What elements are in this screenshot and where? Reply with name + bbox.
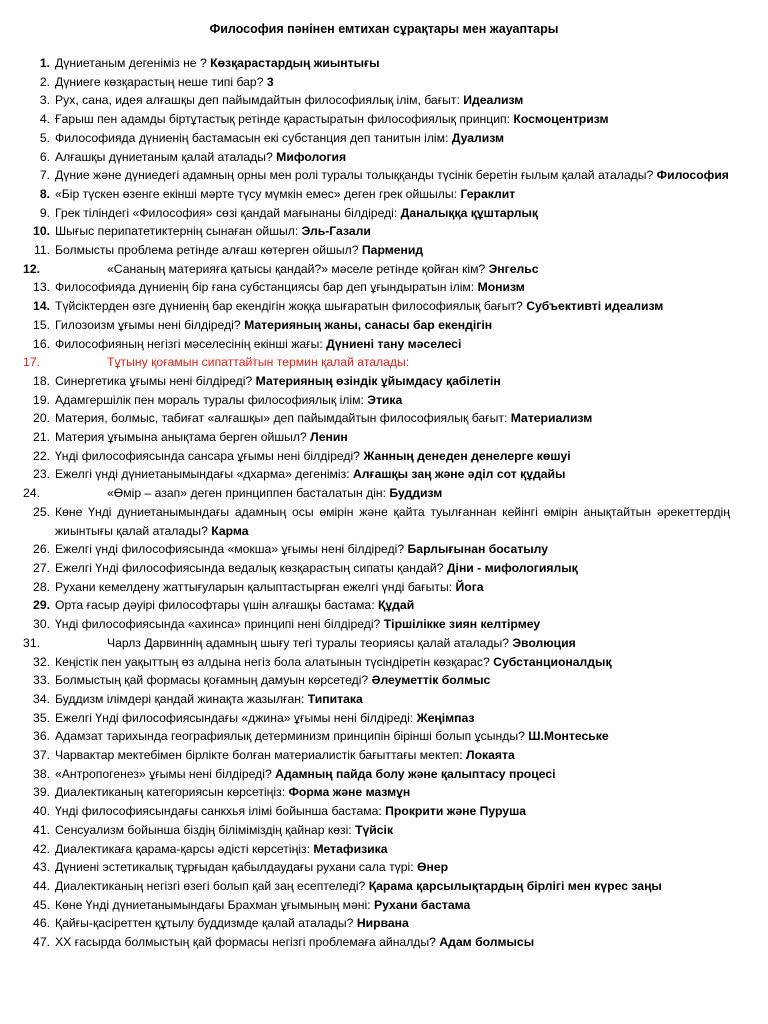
answer-text: Космоцентризм: [513, 112, 609, 127]
list-item: [0, 54, 768, 73]
question-text: Алғашқы дүниетаным қалай аталады?: [55, 149, 277, 164]
answer-text: Этика: [367, 392, 403, 407]
item-number: 43.: [33, 860, 50, 875]
item-text: [107, 260, 730, 279]
list-item: [0, 877, 768, 896]
list-item: [0, 559, 768, 578]
item-text: [55, 110, 730, 129]
list-item: [0, 204, 768, 223]
answer-text: Субстанционалдық: [493, 654, 612, 669]
question-text: «Бір түскен өзенге екінші мәрте түсу мүмкін емес» деген грек ойшылы:: [55, 186, 461, 201]
item-text: [55, 746, 730, 765]
question-text: XX ғасырда болмыстың қай формасы негізгі проблемаға айналды?: [55, 935, 440, 950]
answer-text: Гераклит: [460, 186, 516, 201]
answer-text: Материяның жаны, санасы бар екендігін: [244, 317, 493, 332]
list-item: [0, 185, 768, 204]
item-text: [55, 540, 730, 559]
question-text: Орта ғасыр дәуірі философтары үшін алғашқы бастама:: [55, 598, 378, 613]
item-number: 9.: [39, 205, 50, 220]
list-item: [0, 316, 768, 335]
answer-text: Ленин: [310, 430, 348, 445]
question-text: Болмысты проблема ретінде алғаш көтерген ойшыл?: [55, 243, 362, 258]
question-text: Диалектиканың категориясын көрсетіңіз:: [55, 785, 289, 800]
question-list: [0, 54, 768, 952]
list-item: [0, 484, 768, 503]
item-text: [55, 709, 730, 728]
answer-text: Көзқарастардың жиынтығы: [210, 56, 380, 70]
item-text: [55, 185, 730, 204]
item-text: [55, 316, 730, 335]
answer-text: Рухани бастама: [374, 897, 471, 912]
item-text: [55, 278, 730, 297]
item-number: 7.: [39, 168, 50, 183]
item-text: [55, 671, 730, 690]
question-text: Философияда дүниенің бастамасын екі субстанция деп танитын ілім:: [55, 130, 452, 145]
item-text: [55, 765, 730, 784]
answer-text: Мифология: [276, 149, 347, 164]
list-item: [0, 709, 768, 728]
item-text: [55, 821, 730, 840]
item-text: [55, 503, 730, 540]
item-number: 8.: [39, 186, 50, 201]
item-number: 11.: [33, 243, 50, 258]
item-number: 22.: [33, 448, 50, 463]
list-item: [0, 335, 768, 354]
item-text: [55, 222, 730, 241]
item-number: 29.: [33, 598, 50, 613]
question-text: Көне Үнді дүниетанымындағы Брахман ұғымының мәні:: [55, 897, 374, 912]
item-text: [55, 727, 730, 746]
answer-text: Түйсік: [355, 822, 394, 837]
item-text: [107, 634, 730, 653]
item-number: 26.: [33, 542, 50, 557]
answer-text: Парменид: [361, 243, 424, 258]
list-item: [0, 372, 768, 391]
item-number: 44.: [33, 878, 50, 893]
question-text: Философияда дүниенің бір ғана субстанциясы бар деп ұғындыратын ілім:: [55, 280, 478, 295]
list-item: [0, 727, 768, 746]
item-text: [55, 391, 730, 410]
list-item: [0, 802, 768, 821]
list-item: [0, 110, 768, 129]
answer-text: Дүниені тану мәселесі: [326, 336, 462, 351]
item-number: 39.: [33, 785, 50, 800]
answer-text: Типитака: [307, 691, 363, 706]
question-text: Болмыстың қай формасы қоғамның дамуын көрсетеді?: [55, 673, 372, 688]
item-number: 32.: [33, 654, 50, 669]
list-item: [0, 653, 768, 672]
list-item: [0, 428, 768, 447]
question-text: Сенсуализм бойынша біздің біліміміздің қайнар көзі:: [55, 822, 356, 837]
item-text: [55, 447, 730, 466]
answer-text: Діни - мифологиялық: [446, 560, 578, 575]
question-text: Үнді философиясында сансара ұғымы нені білдіреді?: [55, 448, 364, 463]
answer-text: Энгельс: [488, 261, 539, 276]
question-text: Дүниені эстетикалық тұрғыдан қабылдаудағы рухани сала түрі:: [55, 860, 417, 875]
item-text: [55, 896, 730, 915]
list-item: [0, 596, 768, 615]
question-text: Үнді философиясындағы санкхья ілімі бойынша бастама:: [55, 804, 386, 819]
question-text: «Антропогенез» ұғымы нені білдіреді?: [55, 766, 276, 781]
list-item: [0, 409, 768, 428]
item-number: 45.: [33, 897, 50, 912]
question-text: Дүниетаным дегеніміз не ?: [55, 56, 211, 70]
list-item: [0, 447, 768, 466]
item-text: [55, 690, 730, 709]
item-number: 40.: [33, 804, 50, 819]
item-number: 20.: [33, 411, 50, 426]
question-text: «Өмір – азап» деген принциппен басталатын дін:: [107, 486, 390, 501]
item-number: 13.: [33, 280, 50, 295]
list-item: [0, 148, 768, 167]
answer-text: Қарама қарсылықтардың бірлігі мен күрес заңы: [368, 878, 662, 893]
item-text: [55, 783, 730, 802]
answer-text: Форма және мазмұн: [288, 785, 411, 800]
question-text: Түйсіктерден өзге дүниенің бар екендігін жоққа шығаратын философиялық бағыт?: [55, 299, 527, 314]
question-text: Рух, сана, идея алғашқы деп пайымдайтын философиялық ілім, бағыт:: [55, 93, 464, 108]
item-text: [55, 858, 730, 877]
item-number: 27.: [33, 560, 50, 575]
question-text: Синергетика ұғымы нені білдіреді?: [55, 373, 256, 388]
item-text: [55, 653, 730, 672]
question-text: Шығыс перипатетиктернің сынаған ойшыл:: [55, 224, 302, 239]
item-text: [55, 578, 730, 597]
answer-text: Эль-Газали: [301, 224, 371, 239]
list-item: [0, 353, 768, 372]
list-item: [0, 746, 768, 765]
question-text: Чарвактар мектебімен бірлікте болған материалистік бағыттағы мектеп:: [55, 748, 467, 763]
answer-text: Алғашқы заң және әділ сот құдайы: [352, 467, 566, 482]
answer-text: Йога: [455, 579, 484, 594]
answer-text: Материяның өзіндік ұйымдасу қабілетін: [255, 373, 501, 388]
answer-text: Жанның денеден денелерге көшуі: [363, 448, 571, 463]
item-number: 25.: [33, 504, 50, 519]
item-number: 28.: [33, 579, 50, 594]
item-number: 34.: [33, 691, 50, 706]
question-text: Ежелгі үнді дүниетанымындағы «дхарма» дегеніміз:: [55, 467, 353, 482]
item-number: 12.: [23, 261, 40, 276]
answer-text: 3: [266, 74, 274, 89]
item-text: [55, 204, 730, 223]
item-text: [55, 73, 730, 92]
answer-text: Адам болмысы: [439, 935, 535, 950]
item-number: 19.: [33, 392, 50, 407]
answer-text: Идеализм: [463, 93, 524, 108]
item-number: 38.: [33, 766, 50, 781]
item-text: [55, 802, 730, 821]
question-text: Материя, болмыс, табиғат «алғашқы» деп пайымдайтын философиялық бағыт:: [55, 411, 511, 426]
answer-text: Нирвана: [356, 916, 409, 931]
item-text: [55, 465, 730, 484]
item-number: 3.: [39, 93, 50, 108]
list-item: [0, 765, 768, 784]
question-text: Чарлз Дарвиннің адамның шығу тегі туралы теориясы қалай аталады?: [107, 635, 513, 650]
item-number: 23.: [33, 467, 50, 482]
item-text: [55, 914, 730, 933]
answer-text: Құдай: [377, 598, 415, 613]
list-item: [0, 690, 768, 709]
question-text: Дүние және дүниедегі адамның орны мен ролі туралы толыққанды түсінік беретін ғылым қалай аталады?: [55, 168, 657, 183]
list-item: [0, 278, 768, 297]
item-number: 6.: [39, 149, 50, 164]
list-item: [0, 840, 768, 859]
list-item: [0, 671, 768, 690]
item-number: 5.: [39, 130, 50, 145]
list-item: [0, 391, 768, 410]
question-text: Диалектикаға қарама-қарсы әдісті көрсетіңіз:: [55, 841, 314, 856]
answer-text: Прокрити және Пуруша: [385, 804, 527, 819]
answer-text: Барлығынан босатылу: [407, 542, 549, 557]
answer-text: Метафизика: [313, 841, 388, 856]
question-text: Рухани кемелдену жаттығуларын қалыптастырған ежелгі үнді бағыты:: [55, 579, 456, 594]
answer-text: Монизм: [477, 280, 525, 295]
answer-text: Локаята: [466, 748, 515, 763]
item-number: 24.: [23, 486, 40, 501]
item-text: [55, 409, 730, 428]
list-item: [0, 91, 768, 110]
item-text: [55, 166, 730, 185]
item-number: 42.: [33, 841, 50, 856]
question-text: Адамгершілік пен мораль туралы философиялық ілім:: [55, 392, 368, 407]
answer-text: Субъективті идеализм: [526, 299, 664, 314]
answer-text: Өнер: [417, 860, 449, 875]
list-item: [0, 222, 768, 241]
list-item: [0, 783, 768, 802]
answer-text: Даналыққа құштарлық: [400, 205, 538, 220]
item-text: [55, 933, 730, 952]
item-number: 41.: [33, 822, 50, 837]
item-text: [55, 372, 730, 391]
list-item: [0, 858, 768, 877]
answer-text: Адамның пайда болу және қалыптасу процесі: [275, 766, 556, 781]
question-text: Грек тіліндегі «Философия» сөзі қандай мағынаны білдіреді:: [55, 205, 401, 220]
question-text: Көне Үнді дүниетанымындағы адамның осы өмірін және қайта туылғаннан кейінгі өмірін анықтайтын әрекеттердің жиынтығы қалай аталады?: [55, 504, 730, 538]
item-text: [55, 91, 730, 110]
question-text: Ежелгі үнді философиясында «мокша» ұғымы нені білдіреді?: [55, 542, 408, 557]
list-item: [0, 615, 768, 634]
question-text: Қайғы-қасіреттен құтылу буддизмде қалай аталады?: [55, 916, 357, 931]
question-text: Адамзат тарихында географиялық детерминизм принципін бірінші болып ұсынды?: [55, 729, 529, 744]
item-number: 10.: [33, 224, 50, 239]
question-text: Тұтыну қоғамын сипаттайтын термин қалай аталады:: [107, 355, 410, 370]
list-item: [0, 166, 768, 185]
answer-text: Жеңімпаз: [416, 710, 475, 725]
list-item: [0, 896, 768, 915]
question-text: Гилозоизм ұғымы нені білдіреді?: [55, 317, 245, 332]
item-number: 1.: [39, 56, 50, 70]
list-item: [0, 634, 768, 653]
item-number: 31.: [23, 635, 40, 650]
item-number: 37.: [33, 748, 50, 763]
item-number: 35.: [33, 710, 50, 725]
question-text: Дүниеге көзқарастың неше типі бар?: [55, 74, 267, 89]
item-number: 36.: [33, 729, 50, 744]
item-text: [107, 353, 730, 372]
question-text: Кеңістік пен уақыттың өз алдына негіз бола алатынын түсіндіретін көзқарас?: [55, 654, 494, 669]
item-number: 30.: [33, 617, 50, 632]
question-text: Ежелгі Үнді философиясында ведалық көзқарастың сипаты қандай?: [55, 560, 447, 575]
question-text: Ежелгі Үнді философиясындағы «джина» ұғымы нені білдіреді:: [55, 710, 417, 725]
question-text: Материя ұғымына анықтама берген ойшыл?: [55, 430, 311, 445]
item-text: [55, 596, 730, 615]
list-item: [0, 297, 768, 316]
list-item: [0, 465, 768, 484]
item-text: [55, 615, 730, 634]
answer-text: Философия: [656, 168, 729, 183]
list-item: [0, 260, 768, 279]
question-text: Ғарыш пен адамды біртұтастық ретінде қарастыратын философиялық принцип:: [55, 112, 514, 127]
answer-text: Тіршілікке зиян келтірмеу: [383, 617, 541, 632]
list-item: [0, 540, 768, 559]
item-text: [55, 241, 730, 260]
document-title: Философия пәнінен емтихан сұрақтары мен жауаптары: [209, 22, 559, 36]
item-number: 47.: [33, 935, 50, 950]
item-number: 46.: [33, 916, 50, 931]
list-item: [0, 821, 768, 840]
question-text: Буддизм ілімдері қандай жинақта жазылған:: [55, 691, 308, 706]
item-text: [55, 840, 730, 859]
item-text: [55, 877, 730, 896]
list-item: [0, 933, 768, 952]
item-number: 33.: [33, 673, 50, 688]
list-item: [0, 129, 768, 148]
item-text: [55, 129, 730, 148]
question-text: «Сананың материяға қатысы қандай?» мәселе ретінде қойған кім?: [107, 261, 489, 276]
answer-text: Дуализм: [451, 130, 505, 145]
list-item: [0, 73, 768, 92]
list-item: [0, 914, 768, 933]
answer-text: Әлеуметтік болмыс: [371, 673, 491, 688]
question-text: Диалектиканың негізгі өзегі болып қай заң есептеледі?: [55, 878, 369, 893]
item-number: 21.: [33, 430, 50, 445]
list-item: [0, 503, 768, 540]
item-number: 18.: [33, 373, 50, 388]
item-number: 16.: [33, 336, 50, 351]
item-text: [107, 484, 730, 503]
item-text: [55, 335, 730, 354]
item-number: 4.: [39, 112, 50, 127]
question-text: Үнді философиясында «ахинса» принципі нені білдіреді?: [55, 617, 384, 632]
answer-text: Буддизм: [389, 486, 443, 501]
answer-text: Ш.Монтеське: [528, 729, 609, 744]
list-item: [0, 241, 768, 260]
item-text: [55, 148, 730, 167]
answer-text: Карма: [211, 523, 249, 538]
answer-text: Материализм: [510, 411, 593, 426]
answer-text: Эволюция: [512, 635, 576, 650]
question-text: Философияның негізгі мәселесінің екінші жағы:: [55, 336, 327, 351]
item-number: 2.: [39, 74, 50, 89]
item-number: 17.: [23, 355, 40, 370]
item-text: [55, 428, 730, 447]
item-number: 15.: [33, 317, 50, 332]
item-text: [55, 297, 730, 316]
item-number: 14.: [33, 299, 50, 314]
item-text: [55, 54, 730, 73]
item-text: [55, 559, 730, 578]
list-item: [0, 578, 768, 597]
